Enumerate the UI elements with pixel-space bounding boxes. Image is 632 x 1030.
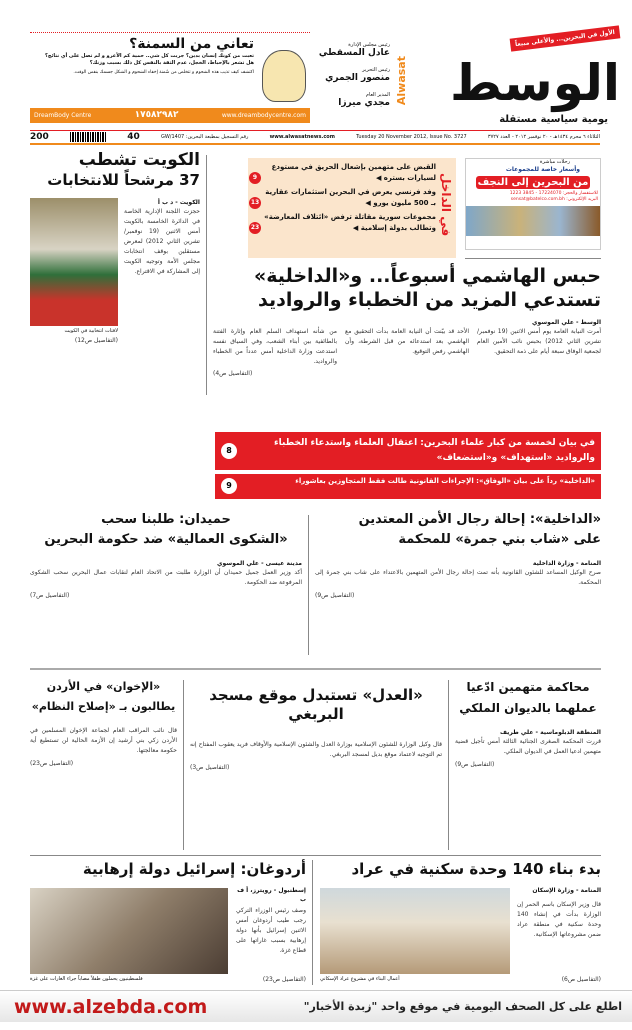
story-mosque[interactable] [190,680,442,850]
page-badge: 23 [249,222,261,234]
price-fils: 40 [127,132,140,142]
story-humaidan[interactable] [30,512,302,657]
inside-item[interactable]: القبض على متهمين بإشعال الحريق في مستودع لسيارات بستره ◀ 9 [264,162,436,184]
column-divider [206,155,207,395]
ad-text-column [30,36,254,77]
date-ar: الثلاثاء ٦ محرم ١٤٣٤هـ - ٢٠ نوفمبر ٢٠١٢ - العدد ٣٧٢٧ [487,134,600,140]
details-link[interactable]: (التفاصيل ص7) [30,591,70,599]
ad-travel[interactable] [465,158,601,250]
registration: رقم التسجيل بمطبعة البحرين: GW/1407 [160,134,249,140]
ad-body: اكتشف كيف تذيب هذه الشحوم و تتخلص من سُمنة إخفاء الشحوم و الشكل جسمك بنفس الوقت. [73,70,254,75]
headline: محاكمة متهمين ادّعيا [466,680,590,694]
logo-en: Alwasat [395,56,408,106]
details-link[interactable]: (التفاصيل ص23) [30,759,74,767]
date-en: Tuesday 20 November 2012, Issue No. 3727 [356,134,467,140]
details-link[interactable]: (التفاصيل ص23) [262,976,306,983]
ad-phone: ١٧٥٨٢٩٨٢ [134,110,179,120]
headline: الكويت تشطب [78,150,200,170]
gm-label: المدير العام [365,92,390,98]
details-link[interactable]: (التفاصيل ص4) [213,369,253,377]
headline: يطالبون بـ «إصلاح النظام» [31,699,176,713]
inside-item-text: وفد فرنسي يعرض في البحرين استثمارات عقارية بـ 500 مليون يورو [265,188,436,207]
image-caption: أعمال البناء في مشروع عراد الإسكاني [320,976,400,982]
story-body: قررت المحكمة الصغرى الجنائية الثالثة أمس تأجيل قضية متهمين ادعيا العمل في الديوان الملكي. [455,738,601,755]
lead-col: أمرت النيابة العامة يوم أمس الاثنين (19 نوفمبر/ تشرين الثاني 2012) بحبس نائب الأمين العام لجمعية الوفاق سبعة أيام على ذمة التحقيق. [477,327,601,355]
column-divider [308,515,309,655]
red-bar-scholars[interactable] [215,432,601,470]
ad-title: تعاني من السمنة؟ [129,36,254,52]
construction-image [320,888,510,974]
masthead-staff [315,42,390,109]
ad-weight-loss[interactable] [30,36,310,125]
inside-item-text: مجموعات سورية مقاتلة ترفض «ائتلاف المعارضة» وتطالب بدولة إسلامية [264,213,436,232]
masthead-logo [395,30,620,128]
lead-headline: تستدعي المزيد من الخطباء والرواديد [258,288,601,311]
headline: بدء بناء 140 وحدة سكنية في عراد [351,860,601,878]
details-link[interactable]: (التفاصيل ص9) [315,591,355,599]
image-caption: لافتات انتخابية في الكويت [64,328,118,334]
footer-banner[interactable] [0,990,632,1022]
headline: حميدان: طلبنا سحب [101,512,231,527]
details-link[interactable]: (التفاصيل ص6) [561,976,601,983]
gaza-image [30,888,228,974]
website-link[interactable]: www.alwasatnews.com [269,134,335,140]
headline: 37 مرشحاً للانتخابات [47,171,200,190]
divider [465,258,601,259]
page-badge: 9 [249,172,261,184]
ad-url: www.dreambodycentre.com [221,112,306,119]
inside-box [248,158,456,258]
logo-ar: الوسط [450,54,620,112]
ad-phones: للاستفسار والحجز: 17224070 - 3845 1223 [509,191,598,196]
ad-headline: من البحرين إلى النجف [477,177,589,188]
dateline: الكويت - د ب أ [157,199,200,206]
image-caption: فلسطينيون يحملون طفلاً مصاباً جراء الغارات على غزة [30,976,143,982]
price-bhd: 200 [30,132,49,142]
inside-item[interactable]: مجموعات سورية مقاتلة ترفض «ائتلاف المعارضة» وتطالب بدولة إسلامية ◀ 23 [250,213,436,232]
lead-headline: حبس الهاشمي أسبوعاً... و«الداخلية» [254,265,601,287]
column-divider [183,680,184,850]
story-erdogan[interactable] [30,860,306,987]
ad-email: البريد الإلكتروني: sensat@batelco.com.bh [510,197,598,202]
details-link[interactable]: (التفاصيل ص3) [190,763,230,771]
ad-line1: تعبت من كونك إنسان بدين؟ جربت كل شي.. حمية كم الأعرو و لم تصل على أي نتائج؟ [44,53,254,59]
footer-slogan: اطلع على كل الصحف اليومية في موقع واحد "زبدة الأخبار" [303,1000,622,1013]
ad-line1: رحلات مباشرة [539,159,570,165]
red-bar-interior[interactable] [215,474,601,499]
story-body: قال نائب المراقب العام لجماعة الإخوان المسلمين في الأردن زكي بني أرشيد إن الأزمة الحالية لن تستطيع أية حكومة معالجتها. [30,726,177,754]
bar-text: في بيان لخمسة من كبار علماء البحرين: اعتقال العلماء واستدعاء الخطباء والرواديد «استهداف» و«استضعاف» [274,438,595,463]
cartoon-figure-icon [262,50,306,102]
headline: «الشكوى العمالية» ضد حكومة البحرين [44,532,288,548]
story-trial[interactable] [455,680,601,850]
inside-item-text: القبض على متهمين بإشعال الحريق في مستودع لسيارات بستره [271,163,436,182]
kuwait-image-column [30,198,118,344]
details-link[interactable]: (التفاصيل ص12) [74,337,118,344]
lead-col: الأحد قد بيّنت أن النيابة العامة بدأت التحقيق مع الهاشمي بعد استدعائه من قبل الشرطة، وأن الهاشمي رفض التوقيع. [345,327,469,355]
election-banner-image [30,198,118,326]
dateline: الوسط - علي الموسوي [531,318,601,326]
tagline: يومية سياسية مستقلة [499,114,608,125]
story-housing[interactable] [320,860,601,987]
chairman-label: رئيس مجلس الإدارة [348,42,390,48]
story-body: أكد وزير العمل جميل حميدان أن الوزارة طلبت من الاتحاد العام لنقابات عمال البحرين سحب الشكوى المرفوعة ضد الحكومة. [30,568,302,586]
story-body: قال وكيل الوزارة للشئون الإسلامية بوزارة العدل والشئون الإسلامية والأوقاف فريد يعقوب المفتاح إنه تم التوجيه لاعتماد موقع بديل لمسجد البربغي. [190,740,442,758]
story-jordan[interactable] [30,680,177,850]
story-body: حجزت اللجنة الإدارية الخاصة في الدائرة الخامسة بالكويت أمس الاثنين (19 نوفمبر/ تشرين الثاني 2012) لمعرض مستقلين بوقف انتخابات مجلس الأمة وتوجيه الكويت إلى المشاركة في الاقتراع. [124,208,200,275]
story-body: وصف رئيس الوزراء التركي رجب طيب أردوغان أمس الاثنين إسرائيل بأنها دولة إرهابية بسبب غاراتها على قطاع غزة. [236,907,306,954]
details-link[interactable]: (التفاصيل ص9) [455,761,495,768]
kuwait-content-row [30,198,200,344]
chairman: عادل المسقطي [318,48,390,58]
ad-line2: وأسعار خاصة للمجموعات [505,166,580,173]
ad-line2: هل تشعر بالإحباط، الخجل، عدم الثقة بالنفس كل ذلك بسبب وزنك؟ [89,60,254,66]
column-divider [448,680,449,850]
info-bar [30,130,600,145]
shrine-image [466,206,600,236]
section-divider [30,668,601,670]
editor-label: رئيس التحرير [362,67,390,73]
editor: منصور الجمري [325,73,390,83]
dateline: المنامة - وزارة الإسكان [532,887,601,894]
dateline: المنطقة الدبلوماسية - علي طريف [499,729,601,736]
kuwait-text-column [124,198,200,277]
story-kuwait[interactable] [30,150,200,395]
barcode-icon [70,132,106,142]
page-badge: 13 [249,197,261,209]
dateline: مدينة عيسى - علي الموسوي [217,559,302,567]
section-divider [30,855,601,856]
headline: «العدل» تستبدل موقع مسجد البربغي [209,686,423,723]
ad-contact-bar [30,108,310,123]
page-badge: 9 [221,478,237,494]
top-dotted-rule [30,32,310,33]
story-interior-ministry[interactable] [315,512,601,657]
headline: «الداخلية»: إحالة رجال الأمن المعتدين [358,512,601,527]
dateline: المنامة - وزارة الداخلية [532,559,601,567]
column-divider [312,860,313,985]
headline: أردوغان: إسرائيل دولة إرهابية [82,860,306,878]
ribbon: الأول في البحرين... والأعلى مبيعاً [510,25,621,51]
page-badge: 8 [221,443,237,459]
story-body: صرح الوكيل المساعد للشئون القانونية بأنه تمت إحالة رجال الأمن المتهمين بالاعتداء على شاب بني جمرة إلى المحكمة. [315,568,601,586]
footer-url[interactable]: www.alzebda.com [14,996,208,1018]
bar-text: «الداخلية» رداً على بيان «الوفاق»: الإجراءات القانونية طالت فقط المتجاوزين بعاشوراء [295,477,595,485]
inside-item[interactable]: وفد فرنسي يعرض في البحرين استثمارات عقارية بـ 500 مليون يورو ◀ 13 [250,188,436,207]
lead-col: من شأنه استهداف السلم العام وإثارة الفتنة بالطائفية بين أبناء الشعب، وفي السياق نفسه استدعت وزارة الداخلية أمس عدداً من الخطباء والرواديد. [213,327,337,365]
lead-story[interactable] [213,265,601,430]
headline: عملهما بالديوان الملكي [459,701,597,715]
headline: على «شاب بني جمرة» للمحكمة [398,532,601,548]
gm: مجدي ميرزا [338,98,390,108]
dateline: إسطنبول - رويترز، أ ف ب [237,887,306,903]
inside-label: في الداخل [439,173,453,237]
story-body: قال وزير الإسكان باسم الحمر إن الوزارة بدأت في إنشاء 140 وحدة سكنية في منطقة عراد ضمن مشروعاتها الإسكانية. [517,901,601,938]
headline: «الإخوان» في الأردن [46,680,161,693]
ad-brand: DreamBody Centre [34,112,92,119]
